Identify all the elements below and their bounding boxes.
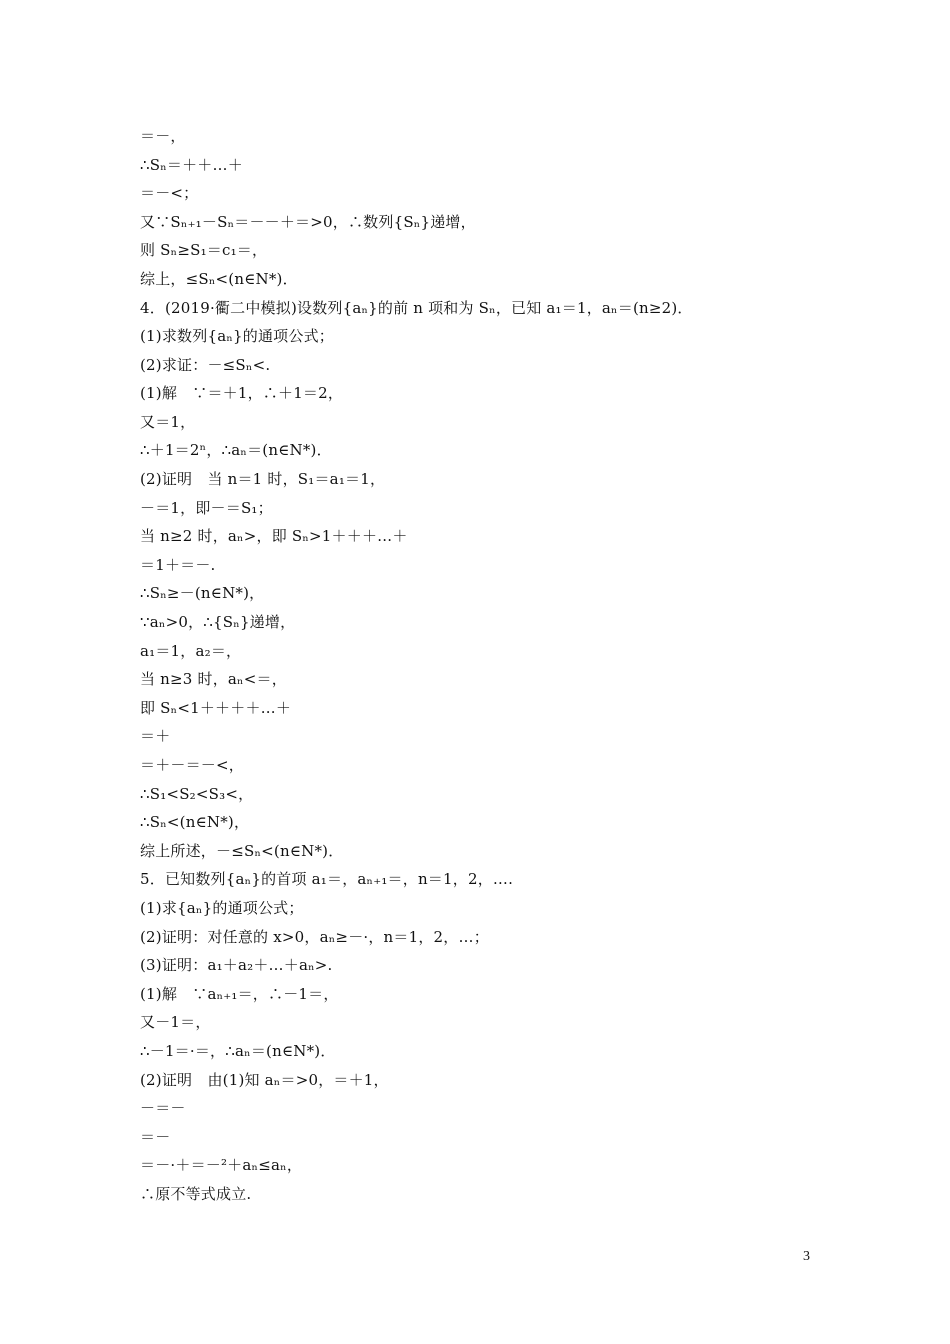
text-line: (2)证明 当 n＝1 时，S₁＝a₁＝1， (140, 470, 386, 488)
text-line: －＝－ (140, 1099, 186, 1117)
text-line: ∴原不等式成立. (140, 1185, 252, 1203)
text-line: ＝＋－＝－<， (140, 756, 244, 774)
page-number: 3 (803, 1249, 810, 1264)
text-line: (1)解 ∵aₙ₊₁＝，∴－1＝， (140, 985, 339, 1003)
text-line: ∴－1＝·＝，∴aₙ＝(n∈N*)． (140, 1042, 336, 1060)
text-line: (1)解 ∵＝＋1，∴＋1＝2， (140, 384, 344, 402)
text-line: ∴Sₙ<(n∈N*)， (140, 813, 250, 831)
text-line: ＝－ (140, 1128, 171, 1146)
text-line: ∴S₁<S₂<S₃<， (140, 785, 254, 803)
text-line: 则 Sₙ≥S₁＝c₁＝， (140, 241, 268, 259)
text-line: ∴Sₙ≥－(n∈N*)， (140, 584, 265, 602)
text-line: (2)证明 由(1)知 aₙ＝>0，＝＋1， (140, 1071, 389, 1089)
text-line: ∴＋1＝2ⁿ，∴aₙ＝(n∈N*)． (140, 441, 332, 459)
text-line: ＝1＋＝－. (140, 556, 216, 574)
text-line: (2)证明：对任意的 x>0，aₙ≥－·，n＝1，2，…； (140, 928, 489, 946)
text-line: (1)求数列{aₙ}的通项公式； (140, 327, 334, 345)
text-line: 综上所述，－≤Sₙ<(n∈N*)． (140, 842, 344, 860)
text-line: 当 n≥3 时，aₙ<＝， (140, 670, 287, 688)
text-line: ＝－·＋＝－²＋aₙ≤aₙ， (140, 1156, 303, 1174)
text-line: ＝－<； (140, 184, 199, 202)
text-line: (3)证明：a₁＋a₂＋…＋aₙ>. (140, 956, 333, 974)
text-line: ＝＋ (140, 727, 171, 745)
text-line: 即 Sₙ<1＋＋＋＋…＋ (140, 699, 292, 717)
text-line: 又∵Sₙ₊₁－Sₙ＝－－＋＝>0，∴数列{Sₙ}递增， (140, 213, 476, 231)
text-line: 当 n≥2 时，aₙ>，即 Sₙ>1＋＋＋…＋ (140, 527, 408, 545)
text-line: ∵aₙ>0，∴{Sₙ}递增， (140, 613, 296, 631)
text-line: a₁＝1，a₂＝， (140, 642, 242, 660)
text-line: 综上，≤Sₙ<(n∈N*)． (140, 270, 298, 288)
problem-4-statement: 4．(2019·衢二中模拟)设数列{aₙ}的前 n 项和为 Sₙ，已知 a₁＝1，aₙ＝(n≥2)． (140, 299, 693, 317)
text-line: ＝－， (140, 127, 186, 145)
text-line: (1)求{aₙ}的通项公式； (140, 899, 304, 917)
text-line: (2)求证：－≤Sₙ<. (140, 356, 271, 374)
text-line: ∴Sₙ＝＋＋…＋ (140, 156, 243, 174)
text-line: －＝1，即－＝S₁； (140, 499, 273, 517)
text-line: 又－1＝， (140, 1013, 211, 1031)
problem-5-statement: 5．已知数列{aₙ}的首项 a₁＝，aₙ₊₁＝，n＝1，2，…. (140, 870, 514, 888)
text-line: 又＝1， (140, 413, 196, 431)
